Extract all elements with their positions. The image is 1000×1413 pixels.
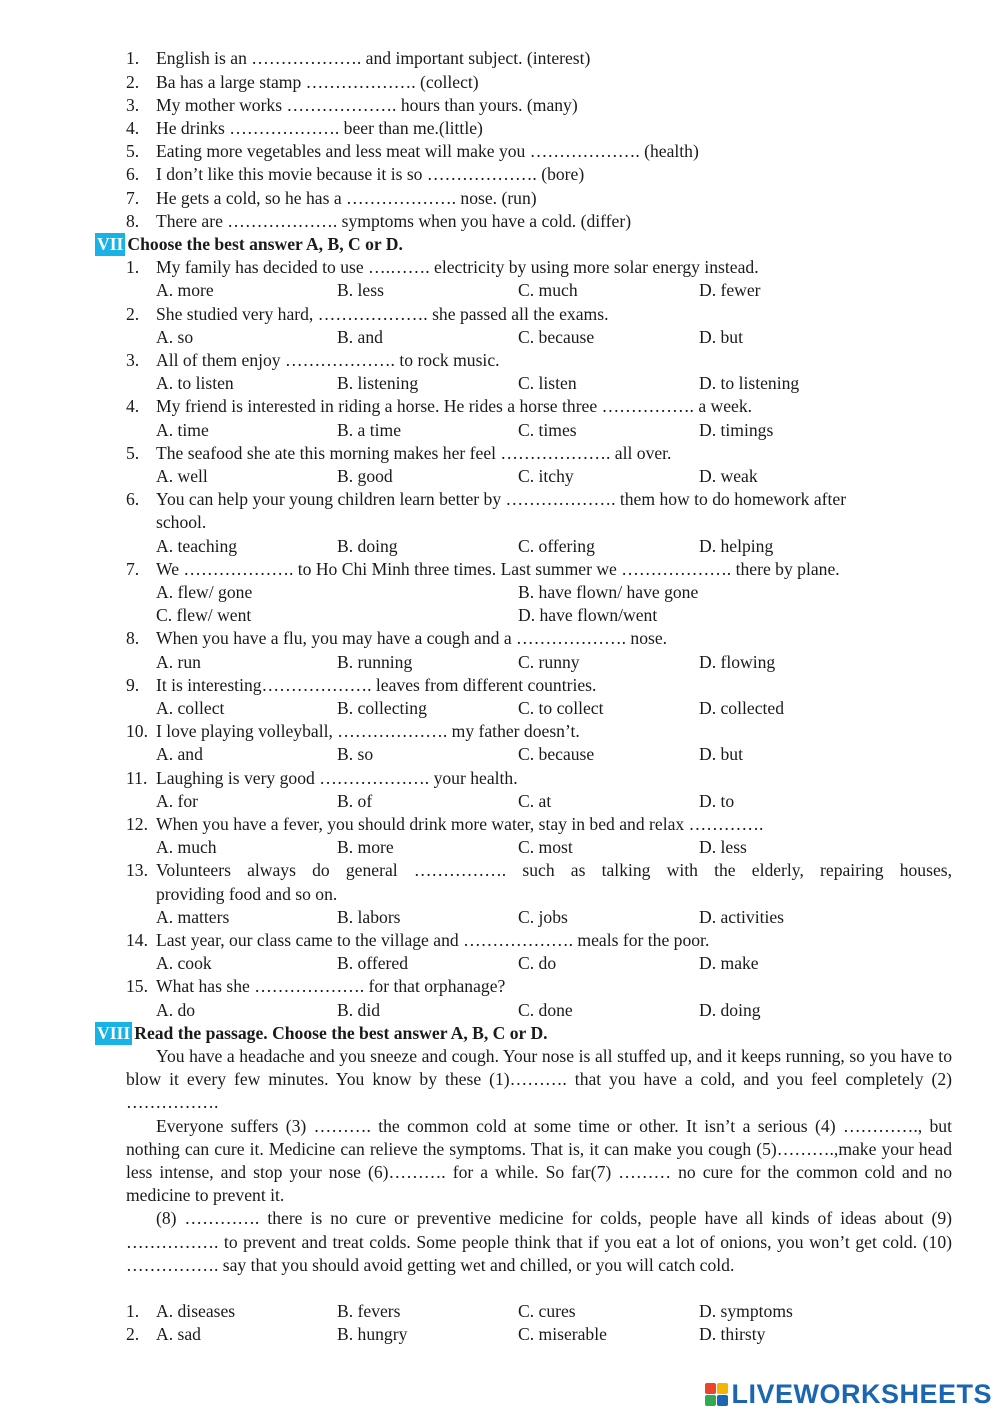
option-d[interactable]: D. make [699, 953, 759, 974]
options-row [126, 999, 952, 1022]
logo-mark-icon [705, 1383, 728, 1406]
question-row: 13. Volunteers always do general ……………. such as talking with the elderly, repairing houses, [126, 860, 952, 881]
options-row [126, 581, 952, 604]
options-row [126, 279, 952, 302]
option-b[interactable]: B. a time [337, 419, 402, 440]
option-c[interactable]: C. most [518, 837, 573, 858]
list-item: 2. Ba has a large stamp ………………. (collect) [126, 71, 479, 92]
question-row-continued: providing food and so on. [156, 883, 338, 904]
options-row: 1. A. diseases B. fevers C. cures D. symptoms [126, 1300, 952, 1323]
option-b[interactable]: B. listening [337, 373, 419, 394]
list-item: 8. There are ………………. symptoms when you have a cold. (differ) [126, 210, 632, 231]
options-row [126, 419, 952, 442]
question-row: 11. Laughing is very good ………………. your health. [126, 767, 518, 788]
options-row [126, 326, 952, 349]
brand-name: LIVEWORKSHEETS [731, 1378, 992, 1409]
option-a[interactable]: A. diseases [156, 1301, 236, 1322]
list-item: 1. English is an ………………. and important subject. (interest) [126, 48, 591, 69]
question-row-continued: school. [156, 512, 207, 533]
option-a[interactable]: A. more [156, 280, 214, 301]
option-a[interactable]: A. teaching [156, 535, 238, 556]
option-a[interactable]: A. time [156, 419, 209, 440]
option-c[interactable]: C. miserable [518, 1324, 607, 1345]
question-row: 7. We ………………. to Ho Chi Minh three times. Last summer we ………………. there by plane. [126, 558, 840, 579]
section-title: Read the passage. Choose the best answer A, B, C or D. [134, 1022, 548, 1043]
option-c[interactable]: C. because [518, 326, 595, 347]
option-b[interactable]: B. doing [337, 535, 398, 556]
option-b[interactable]: B. less [337, 280, 384, 301]
option-a[interactable]: A. run [156, 651, 201, 672]
question-row: 2. She studied very hard, ………………. she passed all the exams. [126, 303, 609, 324]
option-d[interactable]: D. to listening [699, 373, 800, 394]
list-item: 7. He gets a cold, so he has a ………………. nose. (run) [126, 187, 537, 208]
option-b[interactable]: B. have flown/ have gone [518, 582, 699, 602]
options-row [126, 836, 952, 859]
question-row: 10. I love playing volleyball, ………………. my father doesn’t. [126, 721, 580, 742]
section-number-badge: VIII [95, 1022, 132, 1045]
section-number-badge: VII [95, 233, 125, 256]
options-row [126, 952, 952, 975]
option-a[interactable]: A. cook [156, 953, 212, 974]
options-row [126, 372, 952, 395]
question-row: 3. All of them enjoy ………………. to rock music. [126, 350, 500, 370]
option-b[interactable]: B. did [337, 999, 381, 1020]
option-a[interactable]: A. so [156, 326, 194, 347]
option-b[interactable]: B. collecting [337, 698, 427, 718]
option-c[interactable]: C. to collect [518, 698, 604, 718]
option-d[interactable]: D. collected [699, 698, 784, 718]
option-b[interactable]: B. offered [337, 953, 409, 974]
option-d[interactable]: D. timings [699, 419, 774, 440]
passage-paragraph: You have a headache and you sneeze and cough. Your nose is all stuffed up, and it keeps running, so you have to blow it every few minutes. You know by these (1)………. that you have a cold, and you feel completely (2) ……………. [126, 1046, 952, 1113]
options-row [126, 906, 952, 929]
section-title: Choose the best answer A, B, C or D. [127, 234, 403, 254]
option-a[interactable]: A. sad [156, 1324, 201, 1345]
option-c[interactable]: C. done [518, 999, 573, 1020]
option-b[interactable]: B. running [337, 651, 413, 672]
option-b[interactable]: B. more [337, 837, 394, 858]
option-c[interactable]: C. at [518, 790, 552, 811]
option-a[interactable]: A. do [156, 999, 196, 1020]
option-c[interactable]: C. listen [518, 373, 577, 394]
option-c[interactable]: C. flew/ went [156, 605, 252, 626]
passage-paragraph: (8) …………. there is no cure or preventive medicine for colds, people have all kinds of ideas about (9) ……………. to prevent and treat colds. Some people think that if you eat a lot of onions, you won’t get cold. (10) ……………. say that you should avoid getting wet and chilled, or you will catch cold. [126, 1208, 952, 1275]
list-item: 4. He drinks ………………. beer than me.(little) [126, 118, 483, 138]
question-row: 5. The seafood she ate this morning makes her feel ………………. all over. [126, 442, 672, 463]
option-c[interactable]: C. because [518, 744, 595, 765]
liveworksheets-logo[interactable] [705, 1377, 992, 1411]
option-c[interactable]: C. much [518, 280, 578, 301]
option-d[interactable]: D. flowing [699, 651, 776, 672]
option-c[interactable]: C. jobs [518, 906, 568, 927]
question-row: 4. My friend is interested in riding a horse. He rides a horse three ……………. a week. [126, 396, 753, 417]
option-b[interactable]: B. of [337, 790, 373, 811]
list-item: 3. My mother works ………………. hours than yours. (many) [126, 94, 578, 115]
option-c[interactable]: C. runny [518, 651, 580, 672]
option-d[interactable]: D. to [699, 790, 735, 811]
question-row: 14. Last year, our class came to the village and ………………. meals for the poor. [126, 930, 710, 950]
option-a[interactable]: A. flew/ gone [156, 582, 253, 602]
option-c[interactable]: C. cures [518, 1301, 576, 1322]
options-row [126, 697, 952, 720]
question-row: 15. What has she ………………. for that orphanage? [126, 976, 506, 997]
option-c[interactable]: C. offering [518, 535, 595, 556]
option-a[interactable]: A. matters [156, 906, 230, 927]
option-b[interactable]: B. and [337, 326, 383, 347]
option-d[interactable]: D. helping [699, 535, 774, 556]
section-7-heading [95, 233, 403, 256]
section-8-heading [95, 1022, 548, 1045]
option-b[interactable]: B. so [337, 744, 374, 765]
option-b[interactable]: B. good [337, 466, 393, 486]
option-a[interactable]: A. for [156, 790, 199, 811]
option-c[interactable]: C. itchy [518, 466, 574, 486]
options-row [126, 535, 952, 558]
option-c[interactable]: C. do [518, 953, 557, 974]
question-row: 12. When you have a fever, you should drink more water, stay in bed and relax …………. [126, 814, 764, 834]
option-d[interactable]: D. activities [699, 906, 785, 927]
list-item: 5. Eating more vegetables and less meat will make you ………………. (health) [126, 141, 699, 162]
option-d[interactable]: D. doing [699, 999, 761, 1020]
option-d[interactable]: D. less [699, 837, 747, 858]
option-d[interactable]: D. thirsty [699, 1324, 766, 1345]
option-d[interactable]: D. but [699, 326, 743, 347]
options-row: 2. A. sad B. hungry C. miserable D. thirsty [126, 1323, 952, 1346]
question-row: 6. You can help your young children learn better by ………………. them how to do homework after [126, 489, 847, 510]
option-d[interactable]: D. weak [699, 466, 758, 486]
option-d[interactable]: D. fewer [699, 280, 761, 301]
option-a[interactable]: A. well [156, 466, 208, 486]
question-row: 8. When you have a flu, you may have a cough and a ………………. nose. [126, 628, 668, 649]
option-d[interactable]: D. but [699, 744, 743, 765]
option-a[interactable]: A. much [156, 837, 217, 858]
option-b[interactable]: B. hungry [337, 1324, 408, 1345]
options-row [126, 604, 952, 627]
question-row: 9. It is interesting………………. leaves from different countries. [126, 674, 597, 695]
options-row [126, 790, 952, 813]
options-row [126, 651, 952, 674]
option-c[interactable]: C. times [518, 419, 577, 440]
options-row [126, 465, 952, 488]
passage-paragraph: Everyone suffers (3) ………. the common cold at some time or other. It isn’t a serious (4) …………., but nothing can cure it. Medicine can relieve the symptoms. That is, it can make you cough (5)……….,make your head less intense, and stop your nose (6)………. for a while. So far(7) ……… no cure for the common cold and no medicine to prevent it. [126, 1115, 952, 1206]
question-row: 1. My family has decided to use ….……. electricity by using more solar energy instead. [126, 257, 759, 278]
list-item: 6. I don’t like this movie because it is so ………………. (bore) [126, 164, 585, 185]
option-d[interactable]: D. symptoms [699, 1301, 793, 1322]
option-a[interactable]: A. to listen [156, 373, 234, 394]
option-b[interactable]: B. labors [337, 906, 401, 927]
option-b[interactable]: B. fevers [337, 1301, 401, 1322]
option-a[interactable]: A. collect [156, 698, 225, 718]
option-a[interactable]: A. and [156, 744, 203, 765]
options-row [126, 743, 952, 766]
option-d[interactable]: D. have flown/went [518, 605, 658, 626]
